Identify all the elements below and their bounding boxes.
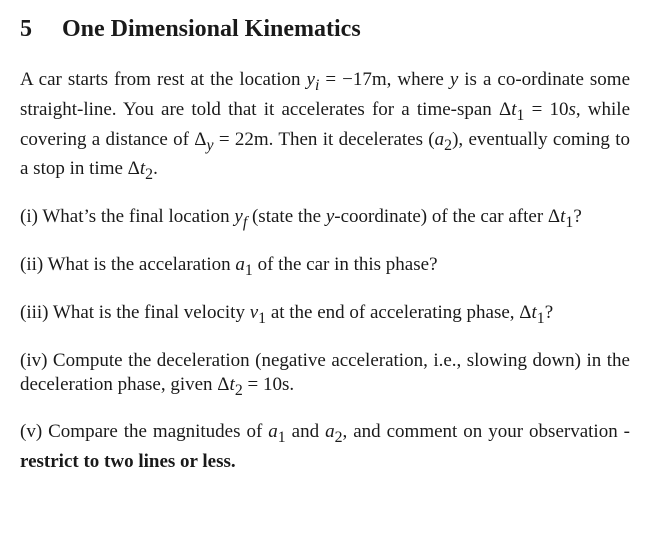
math-subscript-2: 2 [444,136,453,154]
question-text: , and comment on your observation - [342,421,630,443]
math-subscript-2: 2 [234,381,243,399]
math-s: s [568,98,576,120]
question-text: (v) Compare the magnitudes of [20,421,269,443]
math-t: t [531,301,537,323]
question-v [20,420,630,474]
intro-text-6: = 22m. Then it decelerates ( [213,128,435,150]
intro-text-4: = 10 [524,98,569,120]
section-heading [20,14,630,44]
math-a: a [268,421,278,443]
intro-text-7: ), eventually coming to a stop in time Δ [20,128,631,180]
math-v: v [249,301,259,323]
intro-text-2: = −17m, where [319,69,450,90]
question-i [20,205,630,235]
math-subscript-2: 2 [334,429,343,447]
section-title: One Dimensional Kinematics [62,16,361,42]
problem-statement [20,68,630,187]
question-text: at the end of accelerating phase, Δ [266,301,532,323]
question-iii [20,301,630,331]
question-text: (iii) What is the final velocity [20,301,250,323]
math-y: y [449,69,459,90]
question-text: -coordinate) of the car after Δ [334,206,561,228]
intro-text-5: , while covering a distance of Δ [20,98,631,150]
question-text: (iv) Compute the deceleration (negative acceleration, i.e., slowing down) in the deceleration phase, given Δ [20,349,630,395]
math-t: t [139,158,146,180]
math-a: a [325,421,335,443]
question-text: and [285,421,326,443]
math-y: y [234,206,243,228]
intro-text-8: . [153,158,158,180]
math-subscript-i: i [314,76,320,94]
math-a: a [235,253,245,275]
math-subscript-2: 2 [145,166,154,184]
section-number: 5 [20,16,32,42]
math-a: a [434,128,445,150]
question-text: (ii) What is the accelaration [20,253,236,275]
math-y: y [306,69,315,90]
math-subscript-1: 1 [277,429,286,447]
intro-text-3: is a co-ordinate some straight-line. You are told that it accelerates for a time-span Δ [20,69,631,120]
math-subscript-y: y [206,136,214,154]
intro-text-1: A car starts from rest at the location [20,69,307,90]
emphasis-text: restrict to two lines or less. [20,451,236,473]
math-subscript-1: 1 [536,309,545,327]
math-t: t [511,98,517,120]
math-t: t [560,206,566,228]
question-text: ? [544,301,554,323]
question-text: = 10s. [242,373,295,395]
question-text: (i) What’s the final location [20,206,235,228]
question-ii [20,253,630,283]
question-text: of the car in this phase? [252,253,438,275]
math-y: y [325,206,335,228]
question-text: ? [573,206,582,228]
math-subscript-1: 1 [565,213,574,231]
math-subscript-f: f [242,213,248,231]
question-iv [20,349,630,403]
math-subscript-1: 1 [516,106,525,124]
question-text: (state the [247,206,326,228]
math-subscript-1: 1 [244,261,253,279]
math-t: t [229,373,235,395]
math-subscript-1: 1 [258,309,267,327]
